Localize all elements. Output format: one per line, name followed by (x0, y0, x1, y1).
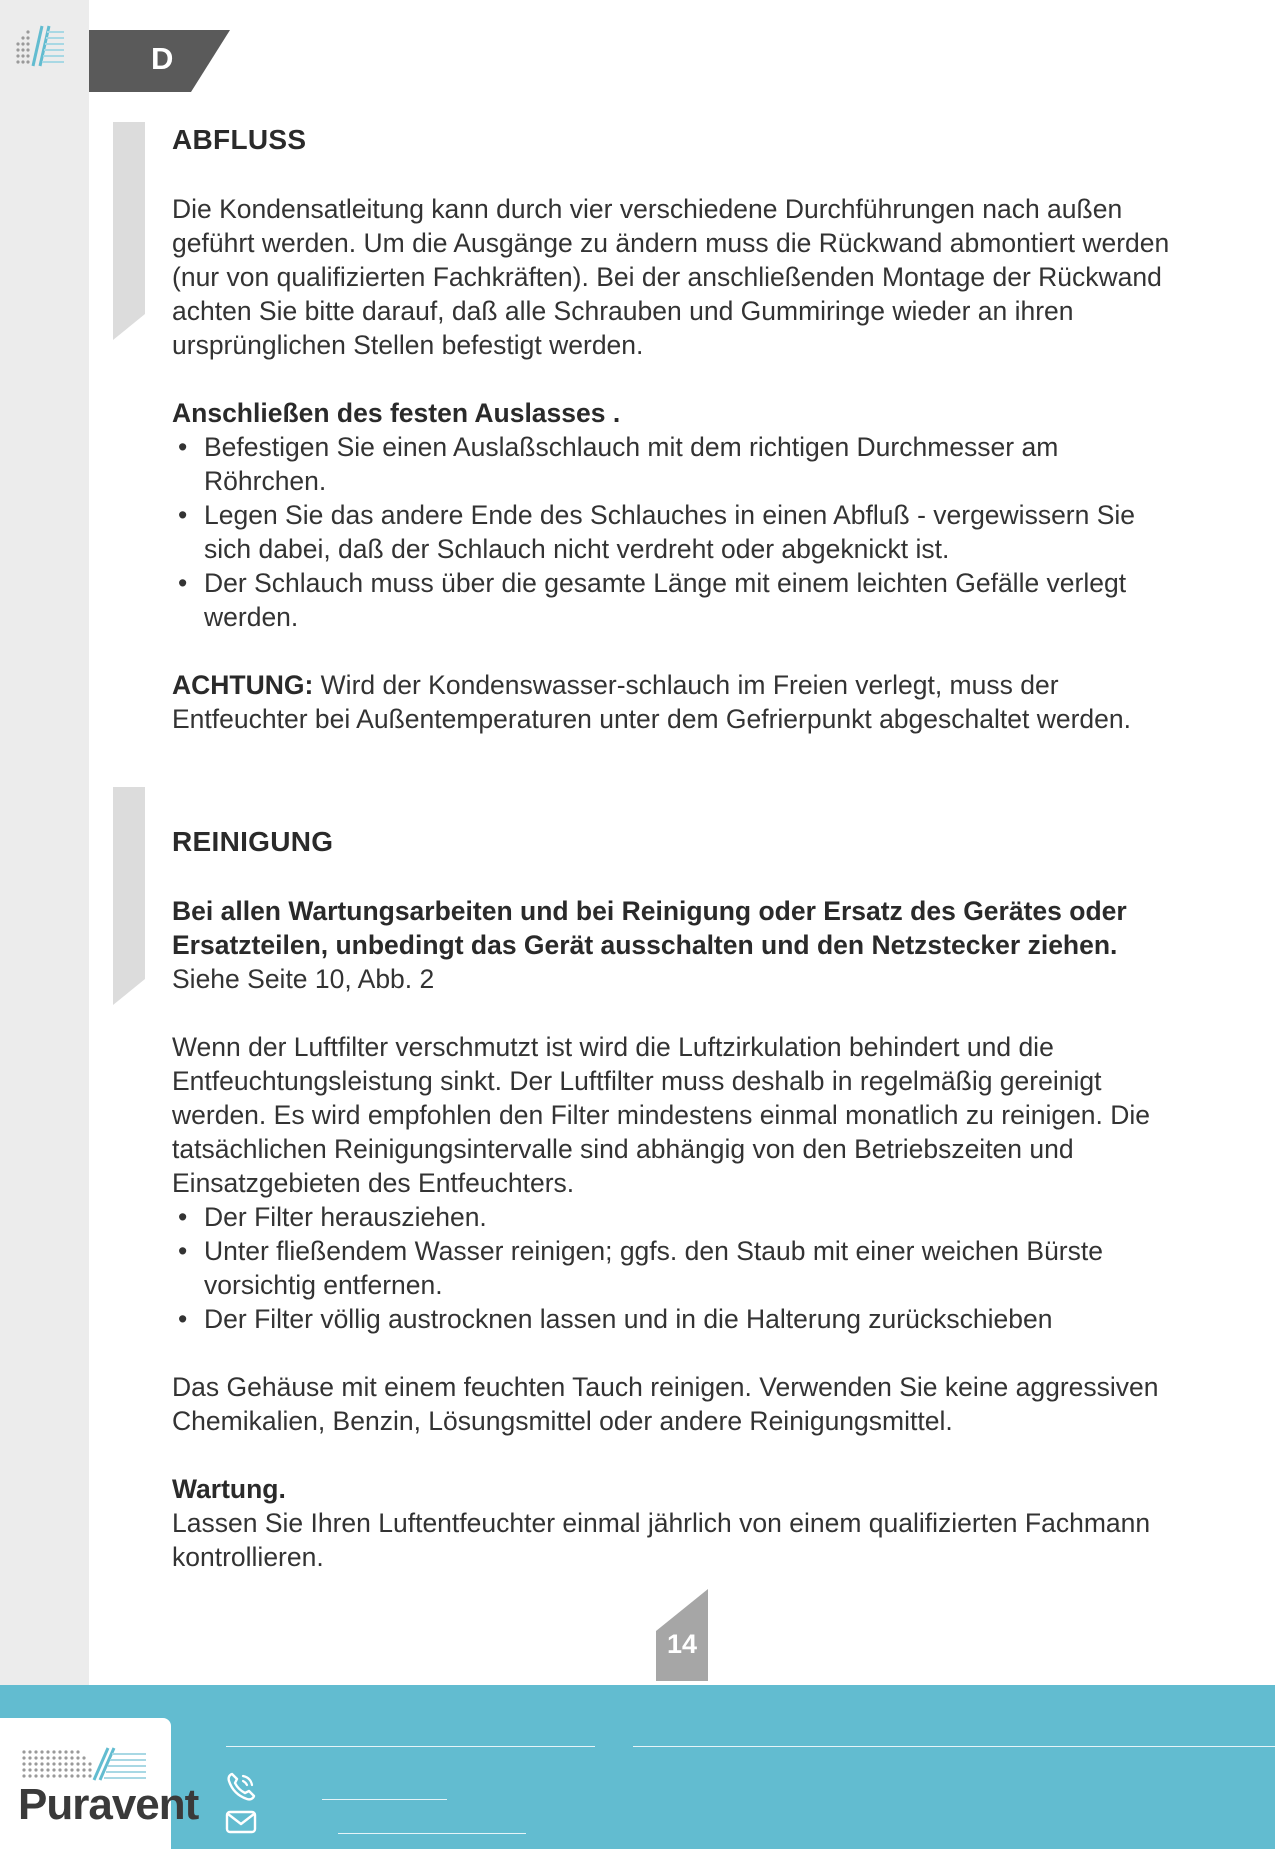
left-sidebar-strip (0, 0, 89, 1685)
reinigung-section (172, 822, 1172, 1574)
page-number: 14 (666, 1629, 698, 1659)
list-item: • Der Filter herausziehen. (172, 1200, 1172, 1234)
email-field-line (338, 1833, 526, 1834)
footer-brand-name: Puravent (18, 1780, 199, 1829)
section-marker-abfluss (113, 122, 145, 340)
abfluss-subheading: Anschließen des festen Auslasses . (172, 398, 621, 428)
list-item: • Legen Sie das andere Ende des Schlauches in einen Abfluß - vergewissern Sie sich dabei, daß der Schlauch nicht verdreht oder abgeknickt ist. (172, 498, 1172, 566)
language-tab (89, 30, 230, 92)
maintenance-text: Lassen Sie Ihren Luftentfeuchter einmal jährlich von einem qualifizierten Fachmann kontrollieren. (172, 1508, 1151, 1572)
reinigung-heading: REINIGUNG (172, 826, 334, 857)
page-reference: Siehe Seite 10, Abb. 2 (172, 964, 435, 994)
list-item: • Der Filter völlig austrocknen lassen und in die Halterung zurückschieben (172, 1302, 1172, 1336)
phone-icon (224, 1770, 258, 1804)
footer-logo (0, 1718, 199, 1849)
abfluss-heading: ABFLUSS (172, 124, 307, 155)
abfluss-warning (172, 668, 1172, 736)
safety-note: Bei allen Wartungsarbeiten und bei Reinigung oder Ersatz des Gerätes oder Ersatzteilen, unbedingt das Gerät ausschalten und den Netzstecker ziehen. (172, 896, 1127, 960)
footer-bar (0, 1685, 1275, 1849)
page-number-tab (656, 1589, 708, 1681)
section-marker-reinigung (113, 787, 145, 1005)
mail-icon (224, 1805, 258, 1839)
filter-steps-list (172, 1200, 1172, 1336)
warning-label: ACHTUNG: (172, 670, 314, 700)
brand-mark-icon (14, 22, 66, 70)
warning-text: Wird der Kondenswasser-schlauch im Freien verlegt, muss der Entfeuchter bei Außentemperaturen unter dem Gefrierpunkt abgeschaltet werden. (172, 670, 1131, 734)
footer-divider (226, 1746, 595, 1747)
footer-logo-graphic-icon (20, 1746, 150, 1782)
filter-description: Wenn der Luftfilter verschmutzt ist wird die Luftzirkulation behindert und die Entfeuchtungsleistung sinkt. Der Luftfilter muss deshalb in regelmäßig gereinigt werden. Es wird empfohlen den Filter mindestens einmal monatlich zu reinigen. Die tatsächlichen Reinigungsintervalle sind abhängig von den Betriebszeiten und Einsatzgebieten des Entfeuchters. (172, 1032, 1151, 1198)
page-content (172, 120, 1172, 1574)
list-item: • Befestigen Sie einen Auslaßschlauch mit dem richtigen Durchmesser am Röhrchen. (172, 430, 1172, 498)
list-item: • Der Schlauch muss über die gesamte Länge mit einem leichten Gefälle verlegt werden. (172, 566, 1172, 634)
maintenance-heading: Wartung. (172, 1474, 286, 1504)
list-item: • Unter fließendem Wasser reinigen; ggfs. den Staub mit einer weichen Bürste vorsichtig entfernen. (172, 1234, 1172, 1302)
footer-divider (633, 1746, 1275, 1747)
phone-field-line (322, 1799, 447, 1800)
abfluss-intro: Die Kondensatleitung kann durch vier verschiedene Durchführungen nach außen geführt werden. Um die Ausgänge zu ändern muss die Rückwand abmontiert werden (nur von qualifizierten Fachkräften). Bei der anschließenden Montage der Rückwand achten Sie bitte darauf, daß alle Schrauben und Gummiringe wieder an ihren ursprünglichen Stellen befestigt werden. (172, 194, 1170, 360)
abfluss-section (172, 120, 1172, 736)
abfluss-steps-list (172, 430, 1172, 634)
language-tab-label: D (151, 41, 174, 76)
housing-cleaning-text: Das Gehäuse mit einem feuchten Tauch reinigen. Verwenden Sie keine aggressiven Chemikalien, Benzin, Lösungsmittel oder andere Reinigungsmittel. (172, 1372, 1159, 1436)
